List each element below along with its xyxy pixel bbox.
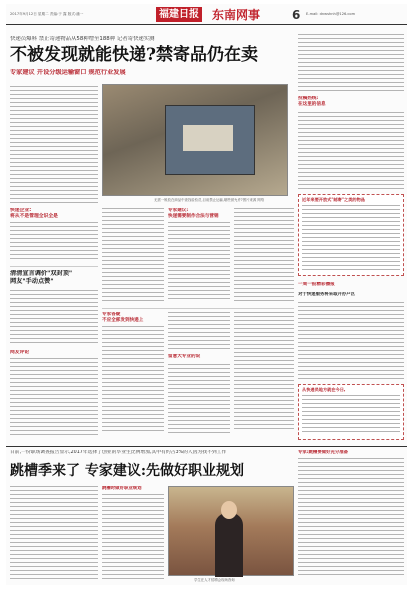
center-brief-1-text [102, 326, 164, 436]
mid-body-1 [102, 208, 164, 304]
package-label-shape [183, 125, 233, 151]
person-head [221, 501, 237, 519]
right-column-header: 一周一报精彩播报 [298, 282, 335, 287]
bottom-headline: 跳槽季来了 专家建议:先做好职业规划 [10, 463, 245, 479]
center-brief-3-title: 留意大专业的说 [168, 354, 201, 359]
center-brief-1-title: 专家答疑 不应全部发到快递上 [102, 312, 144, 323]
section-rule-2 [102, 308, 294, 309]
newspaper-logo: 福建日报 [156, 7, 202, 22]
right-lower-text [298, 302, 404, 382]
right-lower-box-text [302, 395, 400, 437]
bottom-right-text [298, 458, 404, 582]
side-story-1-text [10, 222, 98, 262]
right-brief-box-title: 近年来要开放式"邮寄"之类的物品 [302, 197, 365, 202]
section-title: 东南网事 [212, 8, 261, 22]
bottom-photo [168, 486, 294, 576]
lead-photo [102, 84, 288, 196]
right-brief-box-text [302, 205, 400, 273]
masthead-rule [6, 24, 407, 25]
lead-subhead: 专家建议 开设分级运输窗口 规范行业发展 [10, 69, 126, 76]
right-news-head: 对于快递服务将采取开办户区 [298, 292, 356, 297]
expert-title: 专家建议: 快递需要制作合法与营销 [168, 208, 219, 219]
bottom-intro: 日前,一份职场调查报告显示,2017年选择了创业的毕业生比例增加,其中有约占3%的人因为找不到工作 [10, 450, 227, 455]
newspaper-page [6, 4, 407, 585]
right-lower-box [298, 384, 404, 440]
bottom-story-rule [6, 446, 407, 447]
photo-caption: 无需一般放在商品中查找检验员,目前禁止运输,哪些被允许?图片来源 网络 [154, 198, 265, 202]
bottom-body-2 [102, 494, 164, 582]
right-brief-box [298, 194, 404, 276]
left-column-subhead: 网友评论 [10, 350, 30, 355]
lead-body-left [10, 86, 98, 206]
masthead [6, 4, 407, 26]
left-column-headline: 清清宣言调价"双封顶" 网友"手动点赞" [10, 270, 73, 285]
masthead-info: E-mail: dnwshnh@126.com [306, 12, 356, 16]
center-brief-4-text [234, 312, 294, 436]
center-brief-2-text [168, 312, 230, 352]
bottom-caption: 学生在人才招聘会现场咨询 [194, 578, 235, 582]
mid-body-3 [234, 208, 294, 304]
left-column-text [10, 290, 98, 348]
page-number: 6 [292, 8, 301, 22]
side-story-1-title: 快递企业: 将从不是管理全识全是 [10, 208, 58, 219]
lead-kicker: 快递员爆料 禁止寄递物品从58种增至188种 记者寄快递实测 [10, 36, 155, 42]
right-quote-title: 投稿热线: 在这里的信息 [298, 96, 326, 107]
left-comments [10, 358, 98, 438]
bottom-sub-2: 专家:跳槽要做好充分准备 [298, 450, 349, 455]
date-line: 2017年9月12日 星期二 责编:于 露 版式:潘一 [10, 12, 84, 16]
section-rule-1 [10, 266, 98, 267]
mid-body-2 [168, 222, 230, 304]
right-col-top-text [298, 34, 404, 94]
right-col-mid-text [298, 112, 404, 192]
lead-headline: 不被发现就能快递?禁寄品仍在卖 [10, 45, 258, 65]
bottom-body-1 [10, 486, 98, 582]
right-lower-box-title: 从快递员地方就在今日, [302, 387, 346, 392]
bottom-sub-1: 跳槽时做好职业规划 [102, 486, 142, 491]
person-silhouette [215, 513, 243, 577]
center-brief-3-text [168, 364, 230, 436]
